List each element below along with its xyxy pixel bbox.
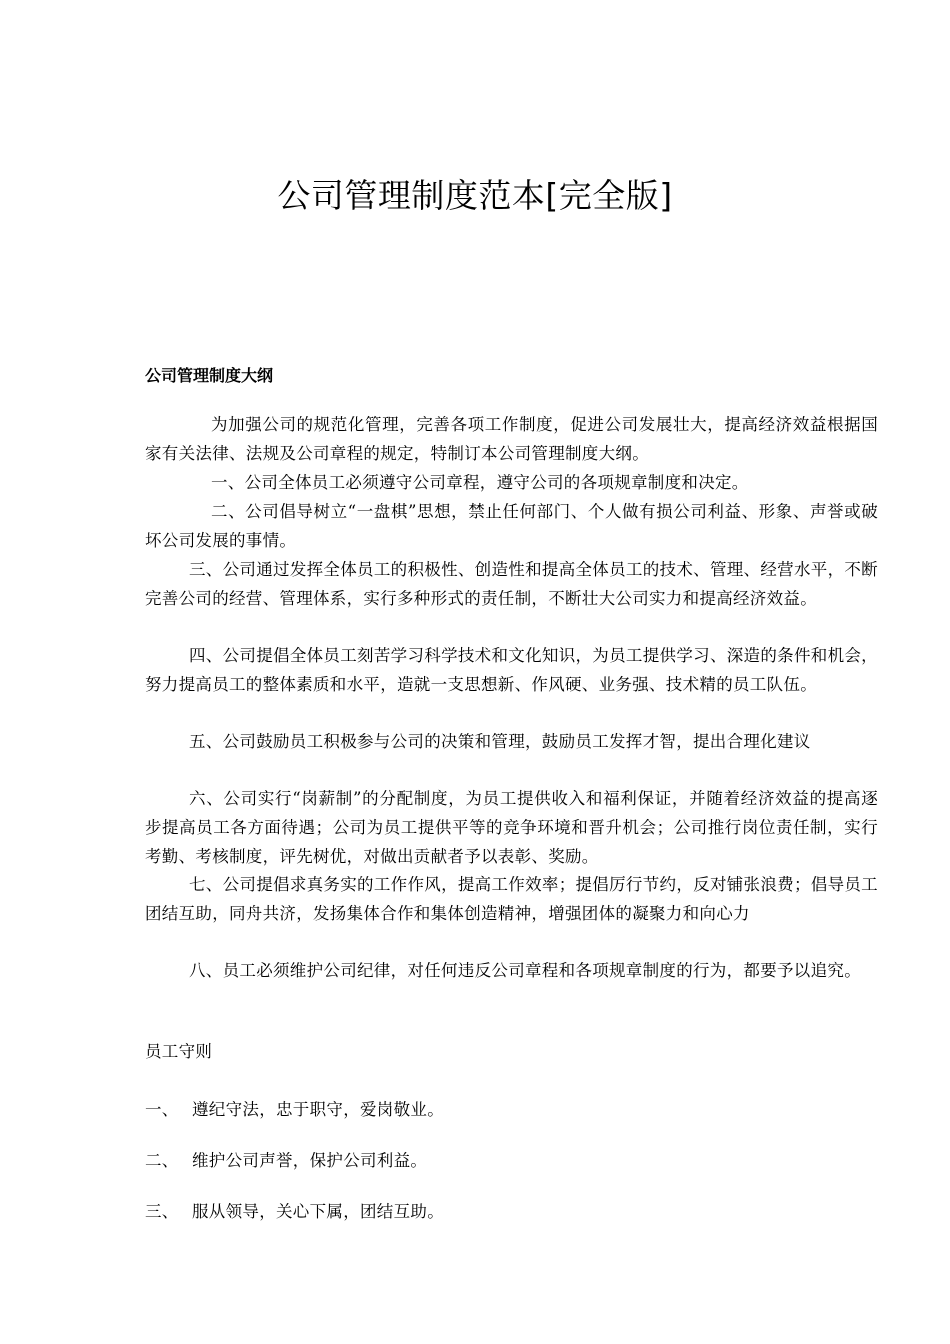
rule-item [145,1146,427,1175]
article-2: 二、公司倡导树立“一盘棋”思想，禁止任何部门、个人做有损公司利益、形象、声誉或破坏公司发展的事情。 [145,502,878,550]
rule-number: 一、 [145,1100,179,1119]
rules-heading: 员工守则 [145,1042,213,1061]
article-7: 七、公司提倡求真务实的工作作风，提高工作效率；提倡厉行节约，反对铺张浪费；倡导员工团结互助，同舟共济，发扬集体合作和集体创造精神，增强团体的凝聚力和向心力 [145,875,878,923]
rule-text: 维护公司声誉，保护公司利益。 [192,1151,428,1170]
section-heading: 公司管理制度大纲 [145,366,274,385]
article-1: 一、公司全体员工必须遵守公司章程，遵守公司的各项规章制度和决定。 [211,473,749,492]
rule-text: 服从领导，关心下属，团结互助。 [192,1202,444,1221]
article-3: 三、公司通过发挥全体员工的积极性、创造性和提高全体员工的技术、管理、经营水平，不断完善公司的经营、管理体系，实行多种形式的责任制，不断壮大公司实力和提高经济效益。 [145,560,878,608]
rule-number: 二、 [145,1151,179,1170]
rule-text: 遵纪守法，忠于职守，爱岗敬业。 [192,1100,444,1119]
rule-number: 三、 [145,1202,179,1221]
article-4: 四、公司提倡全体员工刻苦学习科学技术和文化知识，为员工提供学习、深造的条件和机会，努力提高员工的整体素质和水平，造就一支思想新、作风硬、业务强、技术精的员工队伍。 [145,646,878,694]
rule-item [145,1095,444,1124]
rule-item [145,1197,444,1226]
article-8: 八、员工必须维护公司纪律，对任何违反公司章程和各项规章制度的行为，都要予以追究。 [189,961,861,980]
document-title: 公司管理制度范本[完全版] [277,176,673,215]
intro-paragraph: 为加强公司的规范化管理，完善各项工作制度，促进公司发展壮大，提高经济效益根据国家有关法律、法规及公司章程的规定，特制订本公司管理制度大纲。 [145,415,878,463]
article-6: 六、公司实行“岗薪制”的分配制度，为员工提供收入和福利保证，并随着经济效益的提高逐步提高员工各方面待遇；公司为员工提供平等的竞争环境和晋升机会；公司推行岗位责任制，实行考勤、考核制度，评先树优，对做出贡献者予以表彰、奖励。 [145,789,878,866]
article-5: 五、公司鼓励员工积极参与公司的决策和管理，鼓励员工发挥才智，提出合理化建议 [189,732,811,751]
